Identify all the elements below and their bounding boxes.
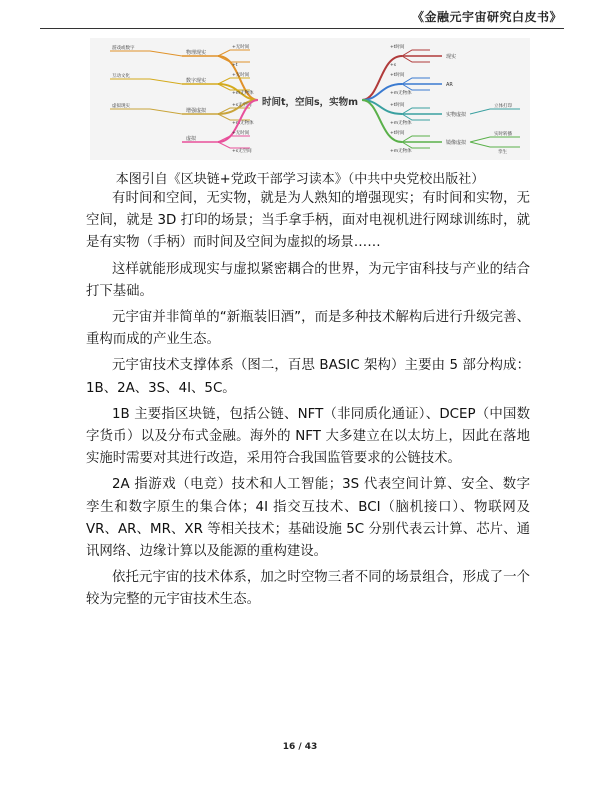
paragraph-1: 有时间和空间，无实物，就是为人熟知的增强现实；有时间和实物，无空间，就是 3D 打印的场景；当手拿手柄，面对电视机进行网球训练时，就是有实物（手柄）而时间及空间为虚拟的场景……	[86, 191, 530, 251]
branch-label: 镜像虚拟	[446, 140, 467, 146]
figure-caption: 本图引自《区块链+党政干部学习读本》（中共中央党校出版社）	[115, 172, 485, 187]
leaf-label: +s无空间	[232, 149, 252, 154]
paragraph-6: 2A 指游戏（电竞）技术和人工智能；3S 代表空间计算、安全、数字孪生和数字原生的集合体；4I 指交互技术、BCI（脑机接口）、物联网及 VR、AR、MR、XR 等相关技术；基础设施 5C 分别代表云计算、芯片、通讯网络、边缘计算以及能源的重构建设。	[86, 477, 530, 560]
branch-label: AR	[446, 82, 453, 88]
leaf-line	[402, 84, 430, 90]
leaf-label: +m无物体	[390, 91, 412, 96]
leaf-label: +m无物体	[390, 121, 412, 126]
side-label: 互动文化	[112, 74, 130, 79]
leaf-label: +s	[390, 63, 397, 68]
leaf-label: +s无空间	[232, 103, 252, 108]
leaf-line	[402, 114, 430, 120]
right-branch	[362, 71, 453, 100]
side-label: 虚拟现实	[112, 104, 130, 109]
branch-label: 实物虚拟	[446, 112, 467, 118]
branch-label: 现实	[446, 54, 457, 60]
leaf-line	[402, 108, 430, 114]
branch-label: 虚拟	[186, 136, 197, 142]
mind-map-figure	[90, 38, 530, 160]
mind-map-diagram	[90, 38, 530, 160]
center-node-label: 时间t，空间s，实物m	[261, 97, 359, 108]
leaf-label: +m无物体	[390, 149, 412, 154]
leaf-line	[218, 142, 250, 148]
side-line	[110, 79, 182, 84]
left-branch	[110, 71, 258, 100]
right-branch	[362, 100, 520, 126]
paragraph-2: 这样就能形成现实与虚拟紧密耦合的世界，为元宇宙科技与产业的结合打下基础。	[86, 261, 530, 299]
side-line	[110, 109, 182, 114]
paragraph-3: 元宇宙并非简单的“新瓶装旧酒”，而是多种技术解构后进行升级完善、重构而成的产业生态。	[86, 310, 530, 348]
leaf-line	[402, 78, 430, 84]
side-line	[470, 137, 520, 142]
right-branches	[362, 43, 520, 155]
side-line	[470, 109, 520, 114]
leaf-label: +无时间	[232, 45, 250, 50]
paragraph-7: 依托元宇宙的技术体系，加之时空物三者不同的场景组合，形成了一个较为完整的元宇宙技术生态。	[86, 570, 530, 608]
branch-label: 增强虚拟	[186, 108, 207, 114]
leaf-line	[402, 142, 430, 148]
side-line	[110, 51, 182, 56]
leaf-line	[218, 50, 250, 56]
side-label: 立体打印	[494, 104, 512, 109]
leaf-label: +m无物体	[232, 121, 254, 126]
leaf-line	[218, 78, 250, 84]
left-branch	[110, 100, 258, 126]
paragraph-5: 1B 主要指区块链，包括公链、NFT（非同质化通证）、DCEP（中国数字货币）以及分布式金融。海外的 NFT 大多建立在以太坊上，因此在落地实施时需要对其进行改造，采用符合我国监管要求的公链技术。	[86, 406, 530, 467]
leaf-label: +无时间	[232, 131, 250, 136]
leaf-label: +t时间	[390, 73, 405, 78]
leaf-line	[402, 50, 430, 56]
body-text	[86, 188, 530, 616]
leaf-line	[402, 136, 430, 142]
page-number: 16 / 43	[282, 742, 318, 752]
paragraph-4: 元宇宙技术支撑体系（图二，百思 BASIC 架构）主要由 5 部分构成：1B、2A、3S、4I、5C。	[86, 358, 530, 396]
side-label: 游戏或数字	[112, 46, 135, 51]
side-label: 实时转播	[494, 132, 512, 137]
branch-label: 物理现实	[186, 50, 207, 56]
leaf-line	[402, 56, 430, 62]
leaf-label: +无时间	[232, 73, 250, 78]
side-label: 孪生	[498, 150, 507, 155]
branch-label: 数字现实	[186, 78, 207, 84]
side-line	[470, 142, 520, 147]
leaf-label: +t	[232, 63, 238, 68]
left-branches	[110, 43, 258, 154]
leaf-label: +t时间	[390, 131, 405, 136]
leaf-label: +m无物体	[232, 91, 254, 96]
leaf-label: +t时间	[390, 103, 405, 108]
leaf-label: +t时间	[390, 45, 405, 50]
header-divider	[40, 28, 564, 29]
leaf-line	[218, 114, 250, 120]
document-header-title: 《金融元宇宙研究白皮书》	[411, 10, 562, 24]
